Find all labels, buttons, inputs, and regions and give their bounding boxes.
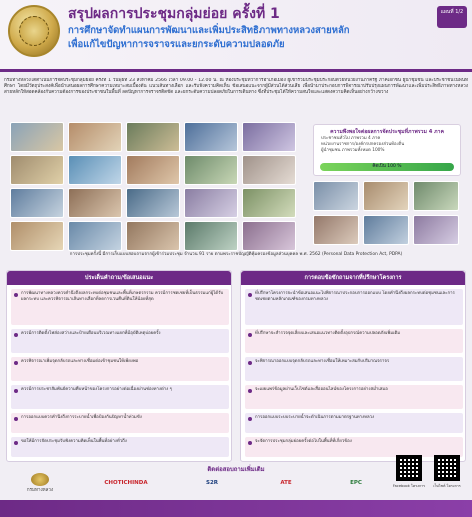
meeting-photo: [68, 155, 122, 185]
meeting-photo: [242, 188, 296, 218]
question-item: การออกแบบควรคำนึงถึงการระบายน้ำเพื่อป้องกันปัญหาน้ำท่วมขัง: [11, 413, 229, 433]
department-logo: กรมทางหลวง: [18, 473, 62, 493]
meeting-photo: [10, 122, 64, 152]
satisfaction-line: หน่วยงานราชการ/องค์กรปกครองส่วนท้องถิ่น: [321, 142, 405, 147]
meeting-photo: [242, 155, 296, 185]
meeting-photo: [126, 221, 180, 251]
meeting-photo: [413, 181, 459, 211]
answer-item: จะพิจารณาออกแบบจุดกลับรถและทางเชื่อมให้เหมาะสมกับปริมาณจราจร: [245, 357, 463, 381]
meeting-photo: [363, 181, 409, 211]
answer-item: ที่ปรึกษาจะสำรวจจุดเสี่ยงและเสนอแนวทางติดตั้งอุปกรณ์ความปลอดภัยเพิ่มเติม: [245, 329, 463, 353]
meeting-photo: [10, 155, 64, 185]
meeting-photo: [242, 221, 296, 251]
header-banner: [0, 0, 472, 72]
meeting-photo: [68, 188, 122, 218]
facebook-qr-code-icon[interactable]: [396, 455, 422, 481]
satisfaction-line: ผู้นำชุมชน ภาพรวมทั้งหมด 100%: [321, 148, 385, 153]
meeting-photo: [126, 188, 180, 218]
answer-item: ที่ปรึกษาโครงการจะนำข้อเสนอแนะไปพิจารณาประกอบการออกแบบ โดยคำนึงถึงผลกระทบต่อชุมชนและการชดเชยตามหลักเกณฑ์ของกรมทางหลวง: [245, 289, 463, 325]
meeting-photo: [184, 122, 238, 152]
meeting-photo: [184, 188, 238, 218]
website-qr-label: เว็บไซต์ โครงการ: [433, 484, 461, 488]
satisfaction-percent-label: คิดเป็น 100 %: [372, 164, 402, 169]
meeting-photo: [413, 215, 459, 245]
bottom-band: [0, 500, 472, 517]
question-item: ขอให้มีการจัดประชุมรับฟังความคิดเห็นในพื้นที่อย่างทั่วถึง: [11, 437, 229, 457]
answer-item: จะจัดการประชุมกลุ่มย่อยครั้งต่อไปในพื้นที่ที่เกี่ยวข้อง: [245, 437, 463, 457]
ate-logo: ATE: [280, 480, 292, 486]
meeting-photo: [313, 215, 359, 245]
meeting-photo: [10, 188, 64, 218]
meeting-photo: [313, 181, 359, 211]
sheet-badge: แผนที่ 1/2: [437, 6, 467, 28]
answers-panel: [240, 270, 466, 462]
chotichinda-logo: CHOTICHINDA: [104, 480, 148, 486]
question-item: ควรพิจารณาเพิ่มจุดกลับรถและทางเชื่อมต่อเข้าชุมชนให้เพียงพอ: [11, 357, 229, 381]
page-title: สรุปผลการประชุมกลุ่มย่อย ครั้งที่ 1: [68, 6, 280, 22]
satisfaction-progress-bar: [320, 163, 454, 171]
meeting-photo: [126, 155, 180, 185]
contact-heading: ติดต่อสอบถามเพิ่มเติม: [207, 466, 265, 473]
question-item: การพัฒนาทางหลวงควรคำนึงถึงผลกระทบต่อชุมชนและพื้นที่เกษตรกรรม ควรมีการชดเชยที่เป็นธรรมแก่ผู้ได้รับผลกระทบ และควรพิจารณาเส้นทางเลือกที่ลดการเวนคืนที่ดินให้น้อยที่สุด: [11, 289, 229, 325]
meeting-photo: [242, 122, 296, 152]
answers-panel-heading: การตอบข้อซักถามจากที่ปรึกษาโครงการ: [241, 271, 465, 285]
satisfaction-title: ความพึงพอใจต่อผลการจัดประชุมที่ภาพรวม 4 ภาค: [330, 129, 444, 135]
meeting-photo: [363, 215, 409, 245]
satisfaction-line: ประชาชนทั่วไป ภาพรวม 4 ภาค: [321, 136, 381, 141]
photo-gallery: [10, 122, 310, 249]
meeting-photo: [10, 221, 64, 251]
meeting-photo: [184, 155, 238, 185]
epc-logo: EPC: [350, 480, 362, 486]
question-item: ควรมีการติดตั้งไฟส่องสว่างและป้ายเตือนบริเวณทางแยกที่มีอุบัติเหตุบ่อยครั้ง: [11, 329, 229, 353]
meeting-photo: [68, 221, 122, 251]
meeting-photo: [184, 221, 238, 251]
meeting-photo: [68, 122, 122, 152]
satisfaction-summary: [313, 124, 461, 176]
website-qr-code-icon[interactable]: [434, 455, 460, 481]
intro-paragraph: กรมทางหลวงได้ดำเนินการจัดประชุมกลุ่มย่อย ครั้งที่ 1 วันพุธที่ 23 สิงหาคม 2566 เวลา 09.00 - 12.00 น. ณ ห้องประชุมที่ว่าการอำเภอเมือง ผู้เข้าร่วมประชุมประกอบด้วยหน่วยงานภาครัฐ ภาคเอกชน ผู้นำชุมชน และประชาชนในพื้นที่ศึกษา โดยมีวัตถุประสงค์เพื่อนำเสนอผลการศึกษาความเหมาะสมเบื้องต้น แนวเส้นทางเลือก และรับฟังความคิดเห็น ข้อเสนอแนะจากผู้มีส่วนได้ส่วนเสีย เพื่อนำมาประกอบการพิจารณาปรับปรุงแผนการพัฒนาและเพิ่มประสิทธิภาพทางหลวงสายหลักให้สอดคล้องกับความต้องการของประชาชนในพื้นที่ ลดปัญหาการจราจรติดขัด และยกระดับความปลอดภัยในการเดินทาง ซึ่งที่ประชุมได้ให้ความสนใจและแสดงความคิดเห็นอย่างกว้างขวาง: [4, 78, 468, 95]
department-seal-icon: [8, 5, 60, 57]
page-subtitle-2: เพื่อแก้ไขปัญหาการจราจรและยกระดับความปลอดภัย: [68, 39, 285, 50]
answer-item: การออกแบบระบบระบายน้ำจะดำเนินการตามมาตรฐานทางหลวง: [245, 413, 463, 433]
survey-caption: การประชุมครั้งนี้ มีการเก็บแบบสอบถามจากผู้เข้าร่วมประชุม จำนวน 91 ราย ตามพระราชบัญญัติคุ้มครองข้อมูลส่วนบุคคล พ.ศ. 2562 (Personal Data Protection Act, PDPA): [69, 252, 403, 257]
questions-panel-heading: ประเด็นคำถาม/ข้อเสนอแนะ: [7, 271, 231, 285]
question-item: ควรมีการประชาสัมพันธ์ความคืบหน้าของโครงการอย่างต่อเนื่องผ่านช่องทางต่าง ๆ: [11, 385, 229, 409]
answer-item: จะเผยแพร่ข้อมูลผ่านเว็บไซต์และสื่อออนไลน์ของโครงการอย่างสม่ำเสมอ: [245, 385, 463, 409]
page-subtitle-1: การศึกษาจัดทำแผนการพัฒนาและเพิ่มประสิทธิภาพทางหลวงสายหลัก: [68, 25, 350, 36]
s2r-logo: S2R: [205, 480, 219, 486]
facebook-qr-label: Facebook โครงการ: [392, 484, 426, 488]
questions-panel: [6, 270, 232, 462]
meeting-photo: [126, 122, 180, 152]
